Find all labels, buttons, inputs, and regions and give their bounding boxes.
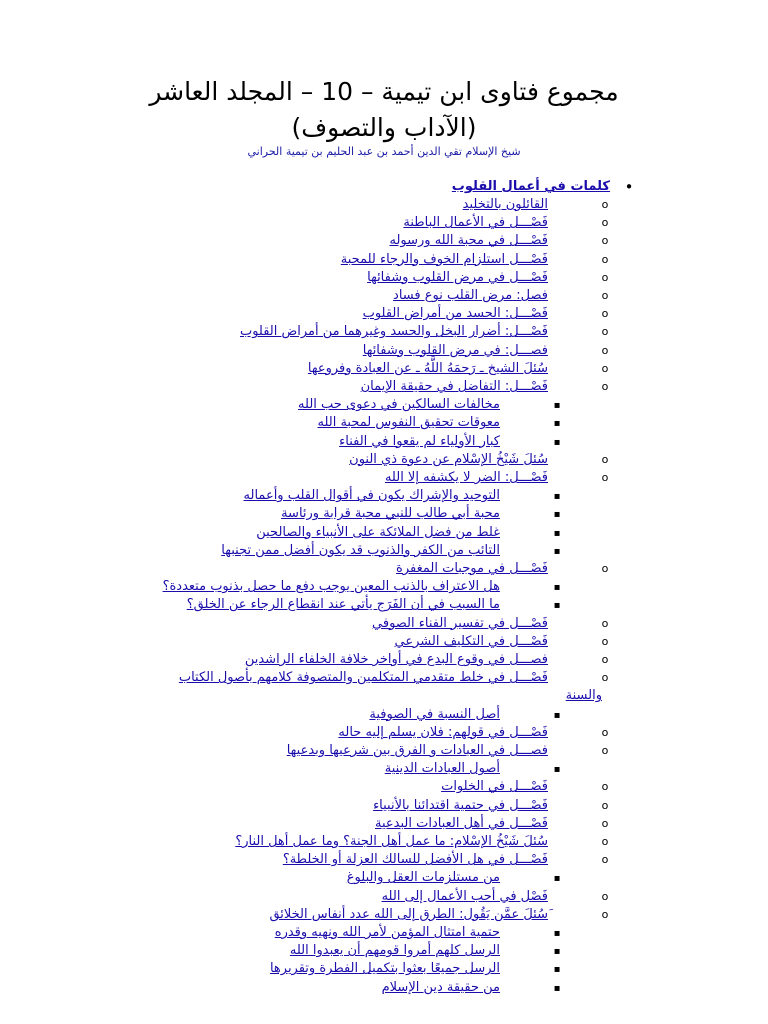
circle-bullet-icon <box>598 451 612 469</box>
disc-bullet-icon <box>622 178 636 196</box>
square-bullet-icon <box>550 414 564 432</box>
toc-item[interactable] <box>396 560 548 578</box>
toc-item[interactable] <box>566 687 602 705</box>
toc-item[interactable] <box>363 305 548 323</box>
circle-bullet-icon <box>598 214 612 232</box>
toc-item[interactable] <box>275 924 500 942</box>
circle-bullet-icon <box>598 742 612 760</box>
toc-item[interactable] <box>281 505 500 523</box>
square-bullet-icon <box>550 524 564 542</box>
document-title: مجموع فتاوى ابن تيمية – 10 – المجلد العاشر <box>149 77 619 106</box>
toc-top-item[interactable] <box>452 178 610 196</box>
circle-bullet-icon <box>598 833 612 851</box>
toc-link[interactable]: فَصْـــل في التكليف الشرعي <box>394 633 548 649</box>
toc-link[interactable]: فَصْـــل في قولهم: فلان يسلم إليه حاله <box>338 724 548 740</box>
toc-link[interactable]: فصل: مرض القلب نوع فساد <box>393 288 548 303</box>
square-bullet-icon <box>550 942 564 960</box>
square-bullet-icon <box>550 433 564 451</box>
toc-item[interactable] <box>256 524 500 542</box>
toc-link[interactable]: فَصْـــل في محبة الله ورسوله <box>389 233 548 249</box>
circle-bullet-icon <box>598 615 612 633</box>
toc-item[interactable] <box>382 888 548 906</box>
circle-bullet-icon <box>598 196 612 214</box>
square-bullet-icon <box>550 396 564 414</box>
toc-item[interactable] <box>187 596 500 614</box>
toc-link[interactable]: الرسل جميعًا بعثوا بتكميل الفطرة وتقريرها <box>269 961 500 977</box>
toc-item[interactable] <box>290 942 500 960</box>
square-bullet-icon <box>550 869 564 887</box>
toc-link[interactable]: فَصْـــل في الخلوات <box>441 779 548 795</box>
circle-bullet-icon <box>598 378 612 396</box>
toc-link[interactable]: التوحيد والإشراك يكون في أقوال القلب وأعماله <box>243 488 500 504</box>
circle-bullet-icon <box>598 305 612 323</box>
toc-link[interactable]: غلط من فضل الملائكة على الأنبياء والصالحين <box>256 524 500 540</box>
circle-bullet-icon <box>598 651 612 669</box>
circle-bullet-icon <box>598 560 612 578</box>
square-bullet-icon <box>550 760 564 778</box>
toc-link[interactable]: فَصْـــل في هل الأفضل للسالك العزلة أو الخلطة؟ <box>282 852 548 868</box>
toc-item[interactable] <box>373 797 548 815</box>
circle-bullet-icon <box>598 888 612 906</box>
toc-link[interactable]: معوقات تحقيق النفوس لمحبة الله <box>317 415 500 431</box>
toc-top-link[interactable]: كلمات في أعمال القلوب <box>451 179 610 194</box>
toc-link[interactable]: أصول العبادات الدينية <box>384 761 500 777</box>
circle-bullet-icon <box>598 669 612 687</box>
toc-link[interactable]: هل الاعتراف بالذنب المعين يوجب دفع ما حصل بذنوب متعددة؟ <box>162 579 500 595</box>
square-bullet-icon <box>550 596 564 614</box>
toc-link[interactable]: فَصْـــل في تفسير الفناء الصوفي <box>372 615 548 631</box>
toc-item[interactable] <box>221 542 500 560</box>
toc-item[interactable] <box>245 651 548 669</box>
toc-item[interactable] <box>382 979 500 997</box>
toc-item[interactable] <box>269 906 548 924</box>
toc-link[interactable]: فَصْـــل في الأعمال الباطنة <box>403 215 548 231</box>
toc-link[interactable]: فَصْـــل: الضر لا يكشفه إلا الله <box>384 470 548 485</box>
toc-link[interactable]: فَصْـــل في أهل العبادات البدعية <box>375 815 548 831</box>
circle-bullet-icon <box>598 232 612 250</box>
toc-item[interactable] <box>395 633 549 651</box>
toc-link[interactable]: فَصْـــل في خلط متقدمي المتكلمين والمتصوفة كلامهم بأصول الكتاب <box>178 670 548 686</box>
circle-bullet-icon <box>598 633 612 651</box>
toc-link[interactable]: فَصْـــل: التفاضل في حقيقة الإيمان <box>360 379 548 394</box>
toc-link[interactable]: فَصْـــل: الحسد من أمراض القلوب <box>362 306 548 322</box>
square-bullet-icon <box>550 979 564 997</box>
toc-item[interactable] <box>367 269 548 287</box>
toc-link[interactable]: فصـــل في وقوع البدع في أواخر خلافة الخلفاء الراشدين <box>244 652 548 667</box>
toc-link[interactable]: سُئلَ الشيخ ـ رَحمَهُ اللَّهُ ـ عن العبادة وفروعها <box>307 360 548 376</box>
toc-link[interactable]: فصـــل في العبادات و الفرق بين شرعيها وبدعيها <box>286 743 548 758</box>
toc-item[interactable] <box>298 396 500 414</box>
toc-item[interactable] <box>163 578 500 596</box>
circle-bullet-icon <box>598 469 612 487</box>
toc-item[interactable] <box>244 487 500 505</box>
circle-bullet-icon <box>598 851 612 869</box>
circle-bullet-icon <box>598 342 612 360</box>
toc-item[interactable] <box>441 778 548 796</box>
toc-link[interactable]: كبار الأولياء لم يقعوا في الفناء <box>339 433 500 449</box>
square-bullet-icon <box>550 542 564 560</box>
toc-link[interactable]: محبة أبي طالب للنبي محبة قرابة ورئاسة <box>281 506 500 522</box>
toc-item[interactable] <box>389 232 548 250</box>
toc-link[interactable]: من حقيقة دين الإسلام <box>381 979 500 995</box>
circle-bullet-icon <box>598 323 612 341</box>
toc-item[interactable] <box>338 724 548 742</box>
toc-item[interactable] <box>393 287 548 305</box>
toc-item[interactable] <box>308 360 548 378</box>
square-bullet-icon <box>550 706 564 724</box>
toc-link[interactable]: سُئلَ شَيْخُ الإسْلام: ما عمل أهل الجنة؟ وما عمل أهل النار؟ <box>235 834 548 849</box>
square-bullet-icon <box>550 487 564 505</box>
toc-link[interactable]: ما السبب في أن الفَرَج يأتي عند انقطاع الرجاء عن الخلق؟ <box>186 597 500 613</box>
toc-item[interactable] <box>341 251 548 269</box>
toc-item[interactable] <box>403 214 548 232</box>
toc-item[interactable] <box>270 960 500 978</box>
circle-bullet-icon <box>598 906 612 924</box>
toc-item[interactable] <box>463 196 548 214</box>
circle-bullet-icon <box>598 724 612 742</box>
toc-item[interactable] <box>179 669 548 687</box>
circle-bullet-icon <box>598 360 612 378</box>
toc-item[interactable] <box>363 342 548 360</box>
circle-bullet-icon <box>598 778 612 796</box>
square-bullet-icon <box>550 960 564 978</box>
circle-bullet-icon <box>598 287 612 305</box>
toc-link[interactable]: والسنة <box>565 688 602 704</box>
square-bullet-icon <box>550 578 564 596</box>
document-subtitle: (الآداب والتصوف) <box>291 113 477 142</box>
circle-bullet-icon <box>598 269 612 287</box>
toc-item[interactable] <box>347 869 500 887</box>
circle-bullet-icon <box>598 815 612 833</box>
toc-link[interactable]: فَصْل في أحب الأعمال إلى الله <box>381 888 548 904</box>
toc-item[interactable] <box>369 706 500 724</box>
toc-item[interactable] <box>287 742 548 760</box>
toc-link[interactable]: حتمية امتثال المؤمن لأمر الله ونهيه وقدره <box>274 925 500 940</box>
toc-item[interactable] <box>372 615 548 633</box>
toc-item[interactable] <box>317 414 500 432</box>
toc-link[interactable]: َسُئلَ عمَّن يَقُول: الطرق إلى الله عدد أنفاس الخلائق <box>269 906 548 922</box>
document-author: شيخ الإسلام تقي الدين أحمد بن عبد الحليم بن تيمية الحراني <box>247 145 521 158</box>
toc-link[interactable]: فَصْـــل في موجبات المغفرة <box>396 561 548 576</box>
toc-item[interactable] <box>349 451 548 469</box>
toc-item[interactable] <box>375 815 548 833</box>
toc-item[interactable] <box>385 760 500 778</box>
toc-link[interactable]: القائلون بالتخليد <box>462 197 548 212</box>
toc-link[interactable]: سُئلَ شَيْخُ الإسْلام عن دعوة ذي النون <box>349 451 548 467</box>
toc-link[interactable]: فَصْـــل استلزام الخوف والرجاء للمحبة <box>340 251 548 267</box>
toc-link[interactable]: فَصْـــل في مرض القلوب وشفائها <box>367 269 548 285</box>
toc-item[interactable] <box>339 433 500 451</box>
square-bullet-icon <box>550 505 564 523</box>
toc-link[interactable]: أصل النسبة في الصوفية <box>369 706 500 722</box>
toc-link[interactable]: فَصْـــل: أضرار البخل والحسد وغيرهما من أمراض القلوب <box>239 324 548 340</box>
square-bullet-icon <box>550 924 564 942</box>
toc-link[interactable]: الرسل كلهم أمروا قومهم أن يعبدوا الله <box>289 943 500 959</box>
circle-bullet-icon <box>598 797 612 815</box>
toc-item[interactable] <box>240 323 548 341</box>
toc-link[interactable]: فَصْـــل في حتمية اقتدائنا بالأنبياء <box>373 797 548 813</box>
toc-item[interactable] <box>235 833 548 851</box>
toc-link[interactable]: فصـــل: في مرض القلوب وشفائها <box>362 342 548 358</box>
circle-bullet-icon <box>598 251 612 269</box>
toc-link[interactable]: مخالفات السالكين في دعوى حب الله <box>298 397 500 413</box>
toc-item[interactable] <box>283 851 548 869</box>
toc-link[interactable]: التائب من الكفر والذنوب قد يكون أفضل ممن تجنبها <box>221 542 500 558</box>
toc-item[interactable] <box>385 469 548 487</box>
toc-item[interactable] <box>361 378 548 396</box>
toc-link[interactable]: من مستلزمات العقل والبلوغ <box>346 870 500 886</box>
